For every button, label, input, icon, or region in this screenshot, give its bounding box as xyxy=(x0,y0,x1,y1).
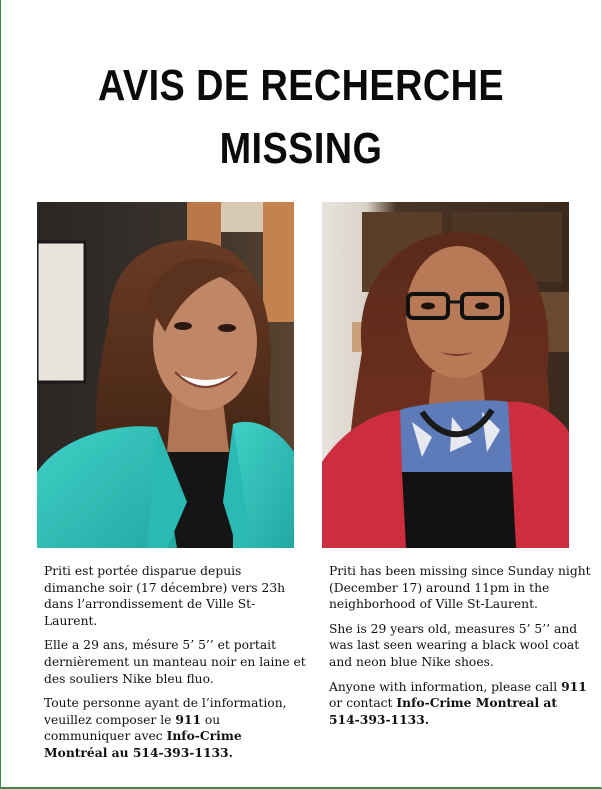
french-info-crime-contact: Info-Crime Montréal au 514-393-1133. xyxy=(44,728,242,760)
title-english: MISSING xyxy=(219,124,383,173)
french-para-description: Elle a 29 ans, mésure 5’ 5’’ et portait dernièrement un manteau noir en laine et des souliers Nike bleu fluo. xyxy=(44,638,306,686)
portrait-glasses-icon xyxy=(322,202,569,548)
french-contact-lead: Toute personne ayant de l’information, veuillez composer le xyxy=(44,696,287,727)
french-para-contact xyxy=(44,695,306,761)
french-para-disappearance: Priti est portée disparue depuis dimanche soir (17 décembre) vers 23h dans l’arrondissement de Ville St-Laurent. xyxy=(44,564,286,628)
photo-left xyxy=(37,202,294,548)
english-contact-mid: or contact xyxy=(329,696,397,711)
english-info-crime-contact: Info-Crime Montreal at 514-393-1133. xyxy=(329,695,558,727)
title-french: AVIS DE RECHERCHE xyxy=(97,61,505,110)
photo-right xyxy=(322,202,569,548)
french-description xyxy=(44,563,306,770)
english-emergency-number: 911 xyxy=(561,678,587,694)
french-emergency-number: 911 xyxy=(175,711,201,727)
portrait-smiling-icon xyxy=(37,202,294,548)
english-contact-lead: Anyone with information, please call xyxy=(329,679,562,694)
english-description xyxy=(329,563,591,736)
english-para-disappearance: Priti has been missing since Sunday night (December 17) around 11pm in the neighborhood of Ville St-Laurent. xyxy=(329,564,591,612)
english-para-description: She is 29 years old, measures 5’ 5’’ and was last seen wearing a black wool coat and neon blue Nike shoes. xyxy=(329,621,580,669)
french-contact-mid: ou communiquer avec xyxy=(44,712,221,744)
english-para-contact xyxy=(329,679,591,729)
